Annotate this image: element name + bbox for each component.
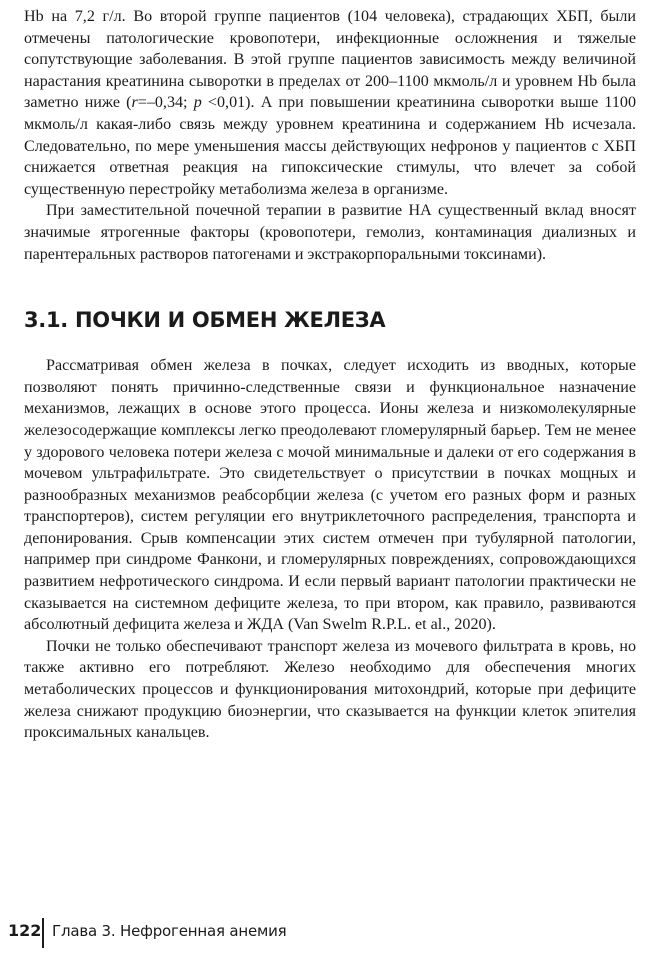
text-run: Hb на 7,2 г/л. Во второй группе пациентов (104 человека), страдающих ХБП, были отмечены патологические кровопотери, инфекционные осложнения и тяжелые сопутствующие заболевания. В этой группе пациентов зависимость между величиной нарастания креатинина сыворотки в пределах от 200–1100 мкмоль/л и уровнем Hb была заметно ниже ( (24, 8, 636, 112)
page-content (24, 6, 636, 744)
footer-divider (42, 918, 44, 948)
paragraph-3: Рассматривая обмен железа в почках, следует исходить из вводных, которые позволяют понять причинно-следственные связи и функциональное назначение механизмов, лежащих в основе этого процесса. Ионы железа и низкомолекулярные железосодержащие комплексы легко преодолевают гломерулярный барьер. Тем не менее у здорового человека потери железа с мочой минимальные и далеки от его содержания в мочевом ультрафильтрате. Это свидетельствует о присутствии в почках мощных и разнообразных механизмов реабсорбции железа (с учетом его разных форм и разных транспортеров), систем регуляции его внутриклеточного распределения, транспорта и депонирования. Срыв компенсации этих систем отмечен при тубулярной патологии, например при синдроме Фанкони, и гломерулярных повреждениях, сопровождающихся развитием нефротического синдрома. И если первый вариант патологии практически не сказывается на системном дефиците железа, то при втором, как правило, развиваются абсолютный дефицита железа и ЖДА (Van Swelm R.P.L. et al., 2020). (24, 357, 636, 634)
section-heading: 3.1. ПОЧКИ И ОБМЕН ЖЕЛЕЗА (24, 308, 386, 333)
running-chapter-title: Глава 3. Нефрогенная анемия (52, 922, 287, 940)
italic-r: r (131, 94, 138, 112)
text-run: <0,01). А при повышении креатинина сыворотки выше 1100 мкмоль/л какая-либо связь между уровнем креатинина и содержанием Hb исчезала. Следовательно, по мере уменьшения массы действующих нефронов у пациентов с ХБП снижается ответная реакция на гипоксические стимулы, что влечет за собой существенную перестройку метаболизма железа в организме. (24, 94, 636, 198)
paragraph-1 (24, 6, 636, 200)
paragraph-4: Почки не только обеспечивают транспорт железа из мочевого фильтрата в кровь, но также активно его потребляют. Железо необходимо для обеспечения многих метаболических процессов и функционирования митохондрий, которые при дефиците железа снижают продукцию биоэнергии, что сказывается на функции клеток эпителия проксимальных канальцев. (24, 637, 636, 742)
text-run: =–0,34; (137, 94, 194, 112)
italic-p: p (193, 94, 202, 112)
paragraph-2: При заместительной почечной терапии в развитие НА существенный вклад вносят значимые ятрогенные факторы (кровопотери, гемолиз, контаминация диализных и парентеральных растворов патогенами и экстракорпоральными токсинами). (24, 202, 636, 263)
page-footer (0, 918, 656, 946)
page-number: 122 (8, 921, 42, 940)
